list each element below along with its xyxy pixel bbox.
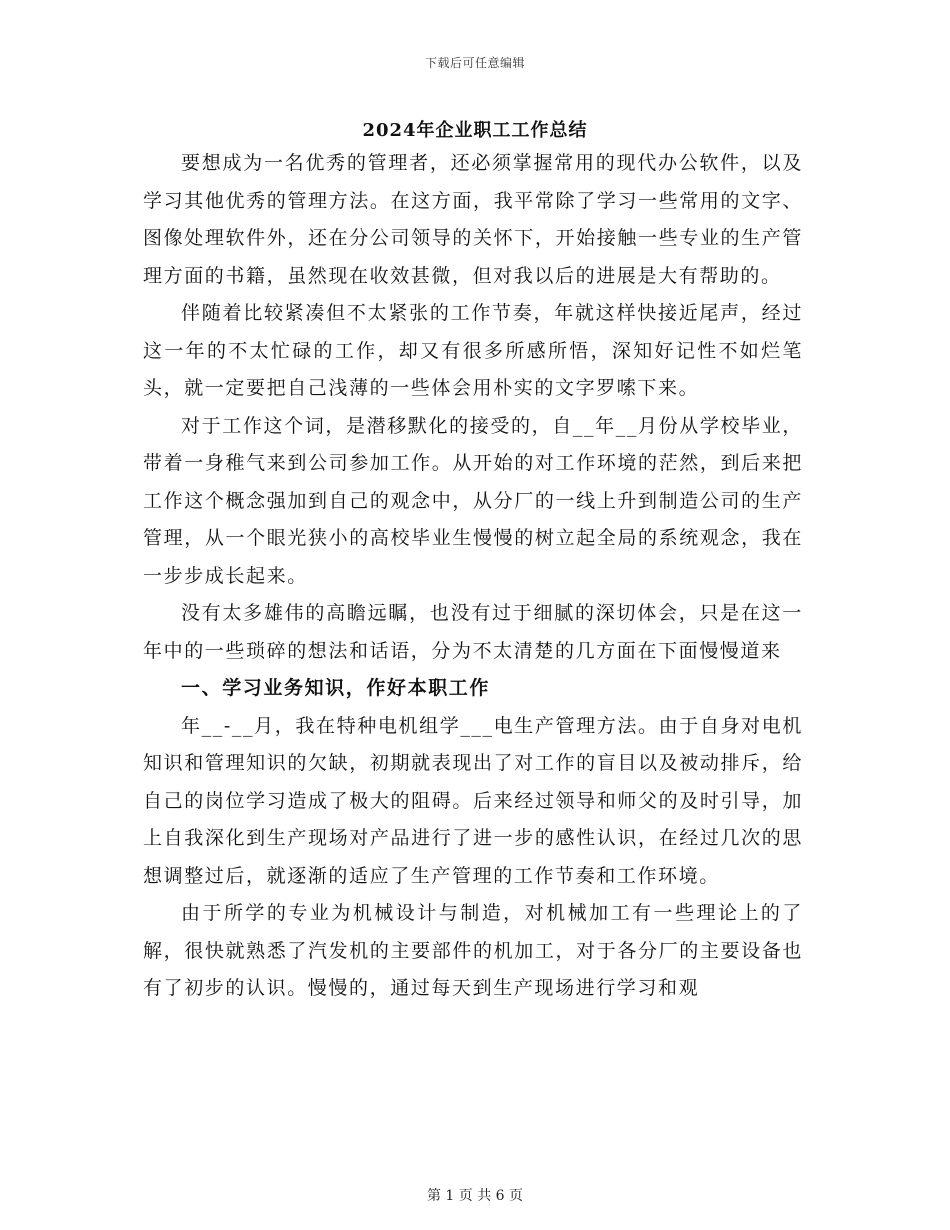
document-body: [143, 145, 803, 1008]
paragraph: 伴随着比较紧凑但不太紧张的工作节奏，年就这样快接近尾声，经过这一年的不太忙碌的工作，却又有很多所感所悟，深知好记性不如烂笔头，就一定要把自己浅薄的一些体会用朴实的文字罗嗦下来。: [143, 302, 803, 399]
paragraph: 对于工作这个词，是潜移默化的接受的，自__年__月份从学校毕业，带着一身稚气来到公司参加工作。从开始的对工作环境的茫然，到后来把工作这个概念强加到自己的观念中，从分厂的一线上升到制造公司的生产管理，从一个眼光狭小的高校毕业生慢慢的树立起全局的系统观念，我在一步步成长起来。: [143, 414, 803, 587]
paragraph: 年__-__月，我在特种电机组学___电生产管理方法。由于自身对电机知识和管理知识的欠缺，初期就表现出了对工作的盲目以及被动排斥，给自己的岗位学习造成了极大的阻碍。后来经过领导和师父的及时引导，加上自我深化到生产现场对产品进行了进一步的感性认识，在经过几次的思想调整过后，就逐渐的适应了生产管理的工作节奏和工作环境。: [143, 714, 803, 887]
paragraph: 没有太多雄伟的高瞻远瞩，也没有过于细腻的深切体会，只是在这一年中的一些琐碎的想法和话语，分为不太清楚的几方面在下面慢慢道来: [143, 602, 803, 662]
section-heading: 一、学习业务知识，作好本职工作: [181, 677, 491, 699]
page-number: 第 1 页 共 6 页: [426, 1188, 524, 1204]
document-title: 2024年企业职工工作总结: [362, 120, 588, 141]
paragraph: 要想成为一名优秀的管理者，还必须掌握常用的现代办公软件，以及学习其他优秀的管理方法。在这方面，我平常除了学习一些常用的文字、图像处理软件外，还在分公司领导的关怀下，开始接触一些专业的生产管理方面的书籍，虽然现在收效甚微，但对我以后的进展是大有帮助的。: [143, 152, 803, 287]
paragraph: 由于所学的专业为机械设计与制造，对机械加工有一些理论上的了解，很快就熟悉了汽发机的主要部件的机加工，对于各分厂的主要设备也有了初步的认识。慢慢的，通过每天到生产现场进行学习和观: [143, 902, 803, 999]
page-header-note: 下载后可任意编辑: [424, 56, 525, 70]
